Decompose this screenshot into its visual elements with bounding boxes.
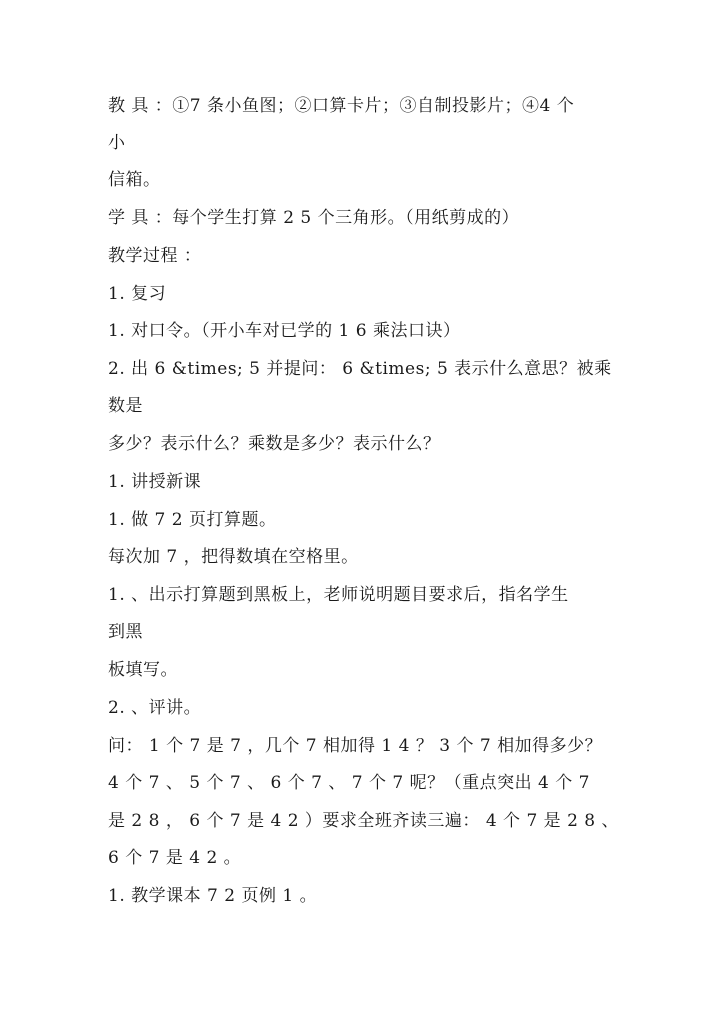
text-line: 1. 、出示打算题到黑板上，老师说明题目要求后，指名学生 — [108, 585, 569, 605]
text-line: 2. 出 6 &times; 5 并提问： 6 &times; 5 表示什么意思？被乘 — [108, 359, 612, 379]
text-line: 每次加 7 ，把得数填在空格里。 — [108, 547, 359, 567]
text-line: 2. 、评讲。 — [108, 698, 202, 718]
text-line: 学 具 ：每个学生打算 2 5 个三角形。（用纸剪成的） — [108, 208, 520, 228]
text-line: 到黑 — [108, 622, 143, 642]
text-line: 教学过程 ： — [108, 246, 202, 266]
text-line: 1. 教学课本 7 2 页例 1 。 — [108, 886, 318, 906]
text-line: 问： 1 个 7 是 7 ，几个 7 相加得 1 4 ？ 3 个 7 相加得多少？ — [108, 736, 603, 756]
text-line: 1. 做 7 2 页打算题。 — [108, 510, 277, 530]
text-line: 信箱。 — [108, 170, 161, 190]
text-line: 是 2 8 ， 6 个 7 是 4 2 ）要求全班齐读三遍： 4 个 7 是 2 8 、 — [108, 811, 620, 831]
text-line: 1. 复习 — [108, 284, 167, 304]
text-line: 教 具 ：①7 条小鱼图；②口算卡片；③自制投影片；④4 个 — [108, 96, 575, 116]
text-line: 1. 对口令。（开小车对已学的 1 6 乘法口诀） — [108, 321, 461, 341]
text-line: 数是 — [108, 396, 143, 416]
text-line: 6 个 7 是 4 2 。 — [108, 848, 242, 868]
text-line: 多少？表示什么？乘数是多少？表示什么？ — [108, 434, 441, 454]
text-line: 板填写。 — [108, 660, 178, 680]
text-line: 小 — [108, 133, 126, 153]
text-line: 1. 讲授新课 — [108, 472, 202, 492]
text-line: 4 个 7 、 5 个 7 、 6 个 7 、 7 个 7 呢？（重点突出 4 个 7 — [108, 773, 590, 793]
